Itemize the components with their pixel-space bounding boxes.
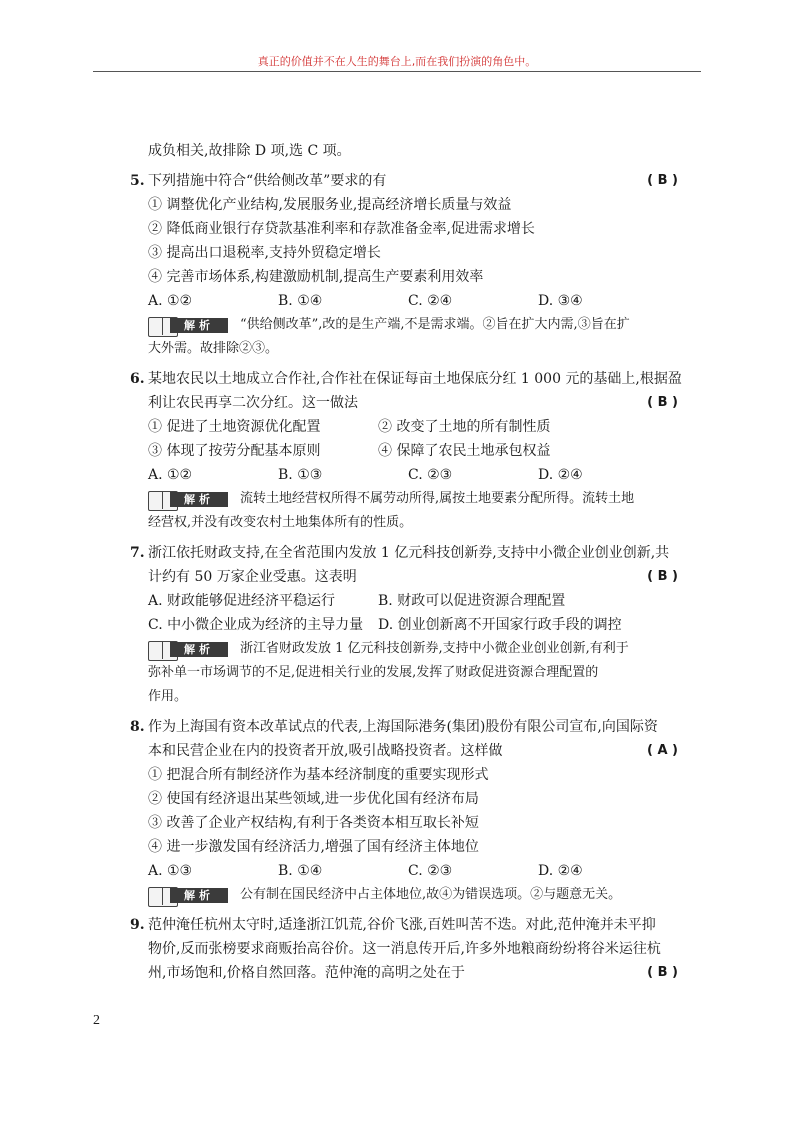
statement: ③ 改善了企业产权结构,有利于各类资本相互取长补短 (148, 815, 479, 831)
question-stem: 某地农民以土地成立合作社,合作社在保证每亩土地保底分红 1 000 元的基础上,根据盈 (148, 371, 682, 387)
choice-b: B. ①④ (278, 293, 323, 309)
analysis-text: 弥补单一市场调节的不足,促进相关行业的发展,发挥了财政促进资源合理配置的 (148, 665, 599, 680)
choice-d: D. ②④ (538, 863, 583, 879)
statement: ③ 体现了按劳分配基本原则 (148, 443, 321, 459)
answer-key: ( B ) (647, 173, 678, 188)
question-stem: 范仲淹任杭州太守时,适逢浙江饥荒,谷价飞涨,百姓叫苦不迭。对此,范仲淹并未平抑 (148, 917, 656, 933)
choice-a: A. ①② (148, 467, 193, 483)
question-number: 5. (130, 173, 145, 189)
analysis-label: 解析 (170, 492, 228, 507)
question-stem: 浙江依托财政支持,在全省范围内发放 1 亿元科技创新券,支持中小微企业创业创新,共 (148, 545, 670, 561)
choice-d: D. ③④ (538, 293, 583, 309)
choice-d: D. 创业创新离不开国家行政手段的调控 (378, 617, 622, 633)
analysis-text: 作用。 (148, 689, 188, 704)
header-divider (93, 71, 701, 72)
choice-b: B. ①③ (278, 467, 323, 483)
analysis-text: 公有制在国民经济中占主体地位,故④为错误选项。②与题意无关。 (240, 887, 622, 902)
question-9 (130, 913, 678, 985)
question-number: 9. (130, 917, 145, 933)
choice-c: C. ②④ (408, 293, 453, 309)
answer-key: ( B ) (647, 569, 678, 584)
statement: ④ 完善市场体系,构建激励机制,提高生产要素利用效率 (148, 269, 484, 285)
choices-row (130, 613, 678, 637)
analysis-text: “供给侧改革”,改的是生产端,不是需求端。②旨在扩大内需,③旨在扩 (240, 317, 630, 332)
analysis (130, 487, 678, 511)
analysis (130, 883, 678, 907)
question-number: 6. (130, 371, 145, 387)
question-stem: 物价,反而张榜要求商贩抬高谷价。这一消息传开后,许多外地粮商纷纷将谷米运往杭 (148, 941, 661, 957)
analysis-text: 经营权,并没有改变农村土地集体所有的性质。 (148, 515, 413, 530)
analysis-badge (148, 639, 230, 659)
question-stem: 本和民营企业在内的投资者开放,吸引战略投资者。这样做 (148, 743, 503, 759)
choices-row (130, 589, 678, 613)
question-stem: 州,市场饱和,价格自然回落。范仲淹的高明之处在于 (148, 965, 465, 981)
analysis-badge (148, 489, 230, 509)
choice-c: C. ②③ (408, 863, 453, 879)
analysis-text: 大外需。故排除②③。 (148, 341, 279, 356)
statement-row (130, 415, 678, 439)
statement-row (130, 439, 678, 463)
statement: ② 降低商业银行存贷款基准利率和存款准备金率,促进需求增长 (148, 221, 535, 237)
question-stem: 下列措施中符合“供给侧改革”要求的有 (148, 173, 387, 189)
header-motto: 真正的价值并不在人生的舞台上,而在我们扮演的角色中。 (257, 55, 537, 68)
previous-answer-tail: 成负相关,故排除 D 项,选 C 项。 (148, 143, 351, 159)
choice-b: B. 财政可以促进资源合理配置 (378, 593, 566, 609)
statement: ③ 提高出口退税率,支持外贸稳定增长 (148, 245, 381, 261)
analysis-badge (148, 315, 230, 335)
analysis-text: 流转土地经营权所得不属劳动所得,属按土地要素分配所得。流转土地 (240, 491, 635, 506)
statement: ④ 保障了农民土地承包权益 (378, 443, 551, 459)
analysis-text: 浙江省财政发放 1 亿元科技创新券,支持中小微企业创业创新,有利于 (240, 641, 629, 656)
analysis (130, 637, 678, 661)
question-7 (130, 541, 678, 709)
choice-c: C. 中小微企业成为经济的主导力量 (148, 617, 364, 633)
statement: ① 把混合所有制经济作为基本经济制度的重要实现形式 (148, 767, 489, 783)
statement: ② 使国有经济退出某些领域,进一步优化国有经济布局 (148, 791, 479, 807)
choices-row (130, 289, 678, 313)
statement: ① 调整优化产业结构,发展服务业,提高经济增长质量与效益 (148, 197, 512, 213)
question-number: 8. (130, 719, 145, 735)
statement: ② 改变了土地的所有制性质 (378, 419, 551, 435)
statement: ① 促进了土地资源优化配置 (148, 419, 321, 435)
choice-a: A. ①② (148, 293, 193, 309)
choice-a: A. ①③ (148, 863, 193, 879)
choice-c: C. ②③ (408, 467, 453, 483)
question-stem: 作为上海国有资本改革试点的代表,上海国际港务(集团)股份有限公司宣布,向国际资 (148, 719, 658, 735)
analysis-label: 解析 (170, 888, 228, 903)
choice-a: A. 财政能够促进经济平稳运行 (148, 593, 336, 609)
answer-key: ( A ) (647, 743, 678, 758)
answer-key: ( B ) (647, 395, 678, 410)
choice-b: B. ①④ (278, 863, 323, 879)
question-stem: 利让农民再享二次分红。这一做法 (148, 395, 358, 411)
analysis (130, 313, 678, 337)
choices-row (130, 463, 678, 487)
question-6 (130, 367, 682, 535)
answer-key: ( B ) (647, 965, 678, 980)
page-content (130, 139, 682, 985)
question-number: 7. (130, 545, 145, 561)
choice-d: D. ②④ (538, 467, 583, 483)
question-5 (130, 169, 678, 361)
page-number: 2 (93, 1013, 100, 1028)
question-stem: 计约有 50 万家企业受惠。这表明 (148, 569, 357, 585)
analysis-label: 解析 (170, 642, 228, 657)
choices-row (130, 859, 678, 883)
question-8 (130, 715, 678, 907)
analysis-badge (148, 885, 230, 905)
analysis-label: 解析 (170, 318, 228, 333)
statement: ④ 进一步激发国有经济活力,增强了国有经济主体地位 (148, 839, 479, 855)
